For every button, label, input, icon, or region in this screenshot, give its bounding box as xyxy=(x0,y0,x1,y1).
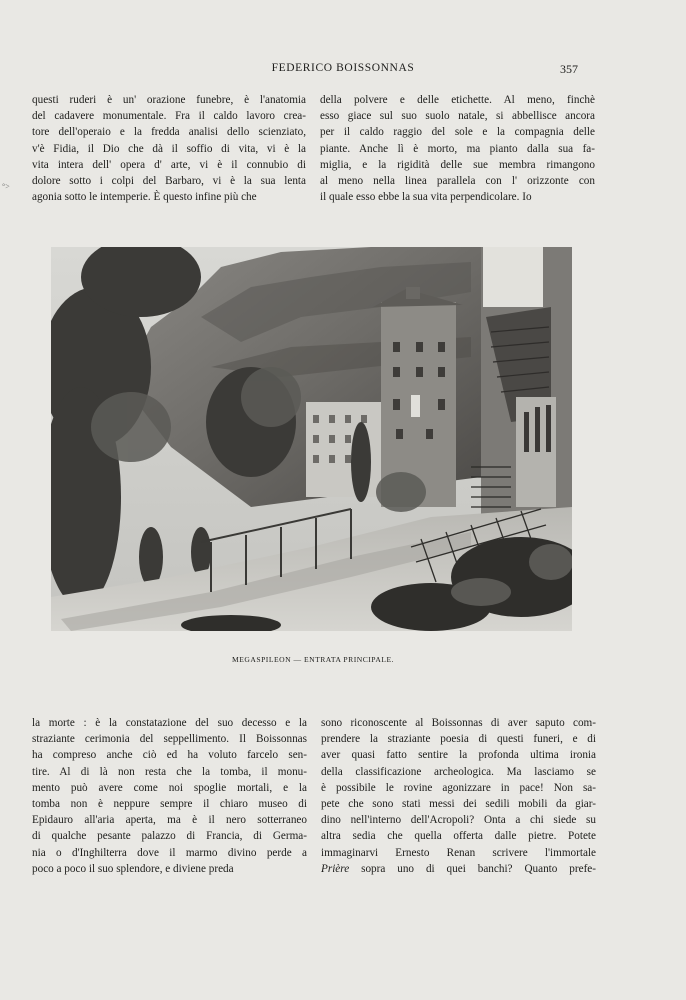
text-line: mento può avere come noi spoglie mortali, e la xyxy=(32,781,307,794)
text-line: di qualche pesante palazzo di Francia, di Germa- xyxy=(32,830,307,843)
text-fragment: sopra uno di quei banchi? Quanto prefe- xyxy=(349,862,596,875)
text-line: esso giace sul suo suolo natale, si abbellisce ancora xyxy=(320,110,595,123)
text-line: tore dell'operaio e la fredda analisi dello scienziato, xyxy=(32,126,306,139)
photograph-megaspileon xyxy=(51,247,572,631)
text-line: sono riconoscente al Boissonnas di aver saputo com- xyxy=(321,717,596,729)
text-column-top-right xyxy=(320,92,595,205)
text-line: il quale esso ebbe la sua vita perpendicolare. Io xyxy=(320,191,532,204)
text-line: pete che sono stati messi dei sedili mobili da giar- xyxy=(321,798,596,811)
text-line: ha compreso anche ciò ed ha voluto farcelo sen- xyxy=(32,749,307,762)
text-line: Epidauro all'aria aperta, ma è il nero sotterraneo xyxy=(32,814,307,827)
text-line: nia o d'Inghilterra dove il marmo divino perde a xyxy=(32,846,307,859)
text-line: poco a poco il suo splendore, e diviene preda xyxy=(32,862,234,875)
text-line: piante. Anche lì è morto, ma pianto dalla sua fa- xyxy=(320,142,595,155)
text-line: straziante cerimonia del seppellimento. Il Boissonnas xyxy=(32,733,307,746)
running-header: FEDERICO BOISSONNAS xyxy=(271,62,415,74)
text-line: v'è Fidia, il Dio che dà il soffio di vita, vi è la xyxy=(32,142,306,155)
text-column-bottom-left xyxy=(32,715,307,877)
text-line: della classificazione archeologica. Ma lasciamo se xyxy=(321,765,596,778)
text-line: questi ruderi è un' orazione funebre, è l'anatomia xyxy=(32,94,306,106)
text-line: immaginarvi Ernesto Renan scrivere l'immortale xyxy=(321,846,596,859)
text-line: tire. Al di là non resta che la tomba, il monu- xyxy=(32,765,307,778)
margin-mark: °> xyxy=(2,182,10,191)
text-line xyxy=(321,861,596,877)
text-column-top-left xyxy=(32,92,306,205)
text-line: del cadavere monumentale. Fra il caldo lavoro crea- xyxy=(32,110,306,123)
figure-caption: MEGASPILEON — ENTRATA PRINCIPALE. xyxy=(231,655,394,664)
text-line: la morte : è la constatazione del suo decesso e la xyxy=(32,717,307,729)
italic-title: Prière xyxy=(321,862,350,875)
text-line: della polvere e delle etichette. Al meno, finchè xyxy=(320,94,595,106)
page-number: 357 xyxy=(560,62,578,76)
text-line: aver quasi fatto sentire la profonda ultima ironia xyxy=(321,749,596,762)
text-line: altra sedia che quella offerta dalle pietre. Potete xyxy=(321,830,596,843)
text-line: tomba non è neppure sempre il chiaro museo di xyxy=(32,798,307,811)
text-line: al meno nella linea parallela con l' orizzonte con xyxy=(320,175,595,188)
text-line: prendere la straziante poesia di questi funeri, e di xyxy=(321,733,596,746)
text-line: dolore sotto i colpi del Barbaro, vi è la sua lenta xyxy=(32,175,306,188)
text-line: è possibile le rovine agonizzare in pace! Non sa- xyxy=(321,781,596,794)
text-column-bottom-right xyxy=(321,715,596,877)
text-line: per il caldo raggio del sole e la compagnia delle xyxy=(320,126,595,139)
text-line: miglia, e la rigidità delle sue membra rimangono xyxy=(320,158,595,171)
text-line: agonia sotto le intemperie. È questo infine più che xyxy=(32,191,257,204)
text-line: dino nell'interno dell'Acropoli? Onta a chi siede su xyxy=(321,814,596,827)
photo-illustration xyxy=(51,247,572,631)
text-line: vita intera dell' opera d' arte, vi è il connubio di xyxy=(32,158,306,171)
